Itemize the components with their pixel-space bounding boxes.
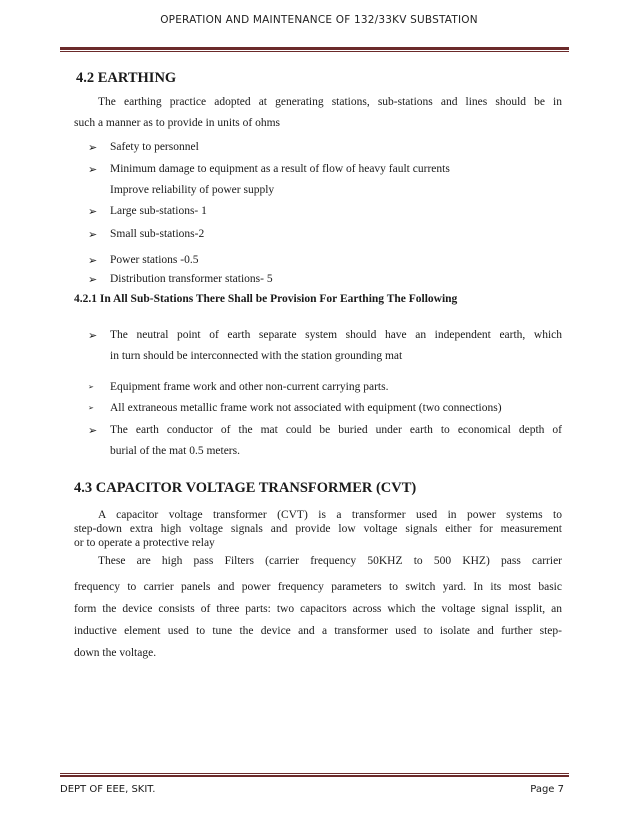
section-heading-cvt: 4.3 CAPACITOR VOLTAGE TRANSFORMER (CVT) <box>74 480 417 496</box>
list-item <box>88 227 204 242</box>
paragraph-line: form the device consists of three parts: two capacitors across which the voltage signal issplit, an <box>74 603 562 615</box>
earthing-intro-line2: such a manner as to provide in units of ohms <box>74 117 281 129</box>
arrow-bullet-icon: ➢ <box>88 273 98 286</box>
list-item <box>88 328 562 364</box>
list-item-text: The neutral point of earth separate system should have an independent earth, which <box>110 329 562 341</box>
arrow-bullet-icon: ➢ <box>88 404 94 412</box>
arrow-bullet-icon: ➢ <box>88 205 98 218</box>
paragraph-line: step-down extra high voltage signals and provide low voltage signals either for measurement <box>74 523 562 535</box>
paragraph-line: These are high pass Filters (carrier frequency 50KHZ to 500 KHZ) pass carrier <box>98 555 562 567</box>
header-rule <box>60 47 569 50</box>
list-item <box>88 204 207 219</box>
list-item <box>88 423 562 459</box>
list-item-text: Large sub-stations- 1 <box>110 205 207 217</box>
list-item-text: Equipment frame work and other non-current carrying parts. <box>110 381 389 393</box>
arrow-bullet-icon: ➢ <box>88 228 98 241</box>
earthing-intro-line1: The earthing practice adopted at generating stations, sub-stations and lines should be in <box>98 96 562 108</box>
paragraph-line: frequency to carrier panels and power frequency parameters to switch yard. In its most basic <box>74 581 562 593</box>
list-item-text: Safety to personnel <box>110 141 199 153</box>
list-item-text: Small sub-stations-2 <box>110 228 205 240</box>
list-item <box>88 272 273 287</box>
arrow-bullet-icon: ➢ <box>88 254 98 267</box>
arrow-bullet-icon: ➢ <box>88 383 94 391</box>
list-item-text: The earth conductor of the mat could be buried under earth to economical depth of <box>110 424 562 436</box>
section-heading-earthing: 4.2 EARTHING <box>76 70 177 86</box>
list-item-text: in turn should be interconnected with the station grounding mat <box>110 350 403 362</box>
arrow-bullet-icon: ➢ <box>88 424 98 437</box>
list-item-text: Improve reliability of power supply <box>110 184 275 196</box>
footer-rule <box>60 773 569 774</box>
paragraph-line: down the voltage. <box>74 647 157 659</box>
list-item-text: Minimum damage to equipment as a result of flow of heavy fault currents <box>110 163 450 175</box>
cvt-para2-first <box>98 554 562 569</box>
running-header: OPERATION AND MAINTENANCE OF 132/33KV SUBSTATION <box>160 14 478 26</box>
paragraph-line: inductive element used to tune the device and a transformer used to isolate and further step- <box>74 625 562 637</box>
list-item <box>88 380 388 395</box>
arrow-bullet-icon: ➢ <box>88 163 98 176</box>
cvt-para2 <box>74 576 562 664</box>
list-item-text: Power stations -0.5 <box>110 254 199 266</box>
list-item <box>88 140 199 155</box>
paragraph-line: A capacitor voltage transformer (CVT) is a transformer used in power systems to <box>98 509 562 521</box>
footer-department: DEPT OF EEE, SKIT. <box>60 784 156 795</box>
header-rule-thin <box>60 51 569 52</box>
list-item <box>88 253 198 268</box>
page-number: Page 7 <box>530 784 564 795</box>
list-item-text: Distribution transformer stations- 5 <box>110 273 273 285</box>
footer-rule-thick <box>60 775 569 777</box>
arrow-bullet-icon: ➢ <box>88 329 98 342</box>
arrow-bullet-icon: ➢ <box>88 141 98 154</box>
list-item <box>88 162 450 177</box>
list-item <box>88 401 502 416</box>
list-item-text: burial of the mat 0.5 meters. <box>110 445 240 457</box>
cvt-para1-cont <box>74 522 562 550</box>
cvt-para1 <box>98 508 562 522</box>
paragraph-line: or to operate a protective relay <box>74 537 215 549</box>
subsection-heading: 4.2.1 In All Sub-Stations There Shall be Provision For Earthing The Following <box>74 293 458 305</box>
list-item-text: All extraneous metallic frame work not associated with equipment (two connections) <box>110 402 502 414</box>
